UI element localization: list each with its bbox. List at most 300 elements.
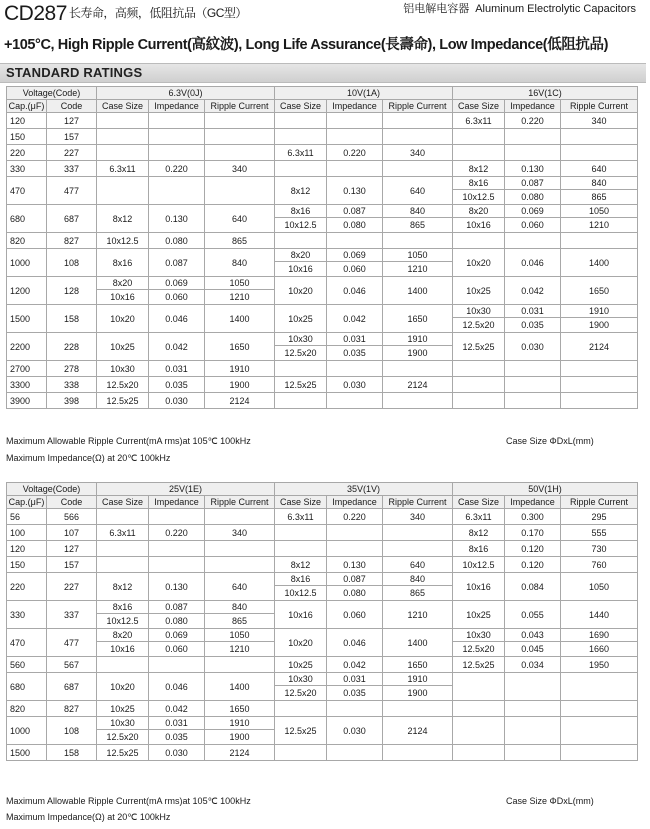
empty-cell <box>453 393 505 409</box>
case-size-cell: 8x20 <box>453 205 505 218</box>
empty-cell <box>505 361 561 377</box>
cap-value: 820 <box>7 701 47 717</box>
empty-cell <box>453 717 505 745</box>
case-size-cell: 10x25 <box>275 305 327 333</box>
empty-cell <box>453 745 505 761</box>
impedance-cell: 0.080 <box>327 218 383 233</box>
impedance-cell: 0.031 <box>327 333 383 346</box>
empty-cell <box>275 361 327 377</box>
empty-cell <box>275 541 327 557</box>
case-size-cell: 12.5x25 <box>275 717 327 745</box>
ripple-cell: 640 <box>205 573 275 601</box>
ripple-cell: 640 <box>205 205 275 233</box>
impedance-cell: 0.087 <box>149 249 205 277</box>
ripple-cell: 865 <box>205 233 275 249</box>
case-size-cell: 12.5x20 <box>275 346 327 361</box>
empty-cell <box>561 717 638 745</box>
ripple-cell: 2124 <box>383 377 453 393</box>
ripple-cell: 1660 <box>561 642 638 657</box>
case-size-cell: 8x20 <box>275 249 327 262</box>
table-row <box>7 129 638 145</box>
cap-value: 1500 <box>7 305 47 333</box>
impedance-cell: 0.084 <box>505 573 561 601</box>
table-row <box>7 249 638 262</box>
ripple-cell: 1210 <box>383 262 453 277</box>
case-size-cell: 8x16 <box>453 541 505 557</box>
empty-cell <box>453 377 505 393</box>
empty-cell <box>97 657 149 673</box>
impedance-cell: 0.080 <box>327 586 383 601</box>
impedance-cell: 0.042 <box>149 333 205 361</box>
ripple-cell: 840 <box>383 205 453 218</box>
ripple-cell: 865 <box>561 190 638 205</box>
impedance-cell: 0.060 <box>327 601 383 629</box>
empty-cell <box>149 145 205 161</box>
empty-cell <box>275 701 327 717</box>
cap-value: 120 <box>7 541 47 557</box>
impedance-header: Impedance <box>327 100 383 113</box>
case-size-cell: 10x12.5 <box>453 190 505 205</box>
ripple-header: Ripple Current <box>383 496 453 509</box>
ripple-cell: 1910 <box>561 305 638 318</box>
code-value: 477 <box>47 629 97 657</box>
ripple-cell: 555 <box>561 525 638 541</box>
ripple-cell: 865 <box>383 218 453 233</box>
empty-cell <box>383 393 453 409</box>
ripple-cell: 840 <box>205 249 275 277</box>
code-value: 128 <box>47 277 97 305</box>
impedance-cell: 0.031 <box>149 717 205 730</box>
case-size-cell: 6.3x11 <box>97 161 149 177</box>
case-size-cell: 12.5x25 <box>453 333 505 361</box>
impedance-cell: 0.031 <box>149 361 205 377</box>
ripple-header: Ripple Current <box>205 496 275 509</box>
ripple-cell: 1400 <box>383 277 453 305</box>
empty-cell <box>149 177 205 205</box>
empty-cell <box>327 361 383 377</box>
ripple-cell: 840 <box>205 601 275 614</box>
empty-cell <box>383 161 453 177</box>
table-row <box>7 673 638 686</box>
code-value: 827 <box>47 701 97 717</box>
cap-value: 2700 <box>7 361 47 377</box>
empty-cell <box>505 393 561 409</box>
ripple-header: Ripple Current <box>383 100 453 113</box>
code-value: 158 <box>47 745 97 761</box>
ripple-cell: 640 <box>561 161 638 177</box>
impedance-cell: 0.120 <box>505 557 561 573</box>
empty-cell <box>383 525 453 541</box>
impedance-cell: 0.042 <box>327 305 383 333</box>
case-size-header: Case Size <box>453 496 505 509</box>
case-size-cell: 10x30 <box>97 717 149 730</box>
case-size-cell: 10x25 <box>275 657 327 673</box>
impedance-cell: 0.080 <box>505 190 561 205</box>
impedance-cell: 0.060 <box>149 290 205 305</box>
empty-cell <box>383 745 453 761</box>
code-value: 127 <box>47 113 97 129</box>
ripple-cell: 1650 <box>205 333 275 361</box>
case-size-header: Case Size <box>97 100 149 113</box>
case-size-cell: 10x12.5 <box>97 614 149 629</box>
case-size-cell: 10x20 <box>97 305 149 333</box>
ripple-header: Ripple Current <box>561 496 638 509</box>
ripple-cell: 1910 <box>383 673 453 686</box>
impedance-cell: 0.087 <box>505 177 561 190</box>
impedance-cell: 0.060 <box>327 262 383 277</box>
case-size-cell: 8x12 <box>97 573 149 601</box>
empty-cell <box>505 377 561 393</box>
ripple-cell: 1400 <box>383 629 453 657</box>
case-size-cell: 10x12.5 <box>275 218 327 233</box>
impedance-cell: 0.130 <box>327 557 383 573</box>
ripple-cell: 1210 <box>383 601 453 629</box>
cap-value: 680 <box>7 205 47 233</box>
empty-cell <box>383 113 453 129</box>
impedance-cell: 0.046 <box>327 277 383 305</box>
impedance-cell: 0.060 <box>505 218 561 233</box>
ripple-cell: 1210 <box>205 642 275 657</box>
table-row <box>7 361 638 377</box>
case-size-cell: 8x12 <box>453 161 505 177</box>
ripple-cell: 865 <box>205 614 275 629</box>
ripple-cell: 1900 <box>561 318 638 333</box>
empty-cell <box>505 673 561 701</box>
impedance-cell: 0.220 <box>149 161 205 177</box>
category-en: Aluminum Electrolytic Capacitors <box>475 3 636 15</box>
empty-cell <box>383 541 453 557</box>
page-header <box>0 0 650 60</box>
table-row <box>7 573 638 586</box>
ripple-cell: 865 <box>383 586 453 601</box>
ripple-cell: 1650 <box>383 657 453 673</box>
empty-cell <box>505 717 561 745</box>
impedance-cell: 0.042 <box>505 277 561 305</box>
cap-value: 220 <box>7 145 47 161</box>
case-size-cell: 12.5x25 <box>275 377 327 393</box>
table-row <box>7 657 638 673</box>
impedance-cell: 0.080 <box>149 233 205 249</box>
cap-value: 1500 <box>7 745 47 761</box>
cap-header: Cap.(μF) <box>7 496 47 509</box>
empty-cell <box>205 657 275 673</box>
empty-cell <box>97 113 149 129</box>
case-size-cell: 8x12 <box>97 205 149 233</box>
cap-value: 820 <box>7 233 47 249</box>
empty-cell <box>327 745 383 761</box>
note-impedance-2: Maximum Impedance(Ω) at 20℃ 100kHz <box>6 812 171 822</box>
case-size-cell: 8x16 <box>453 177 505 190</box>
table-row <box>7 377 638 393</box>
model-code: CD287 <box>4 2 67 25</box>
case-size-cell: 6.3x11 <box>453 509 505 525</box>
impedance-cell: 0.035 <box>505 318 561 333</box>
ripple-cell: 2124 <box>383 717 453 745</box>
impedance-cell: 0.087 <box>327 573 383 586</box>
table-row <box>7 305 638 318</box>
empty-cell <box>561 377 638 393</box>
cap-value: 470 <box>7 177 47 205</box>
ripple-cell: 295 <box>561 509 638 525</box>
case-size-cell: 10x12.5 <box>97 233 149 249</box>
code-value: 228 <box>47 333 97 361</box>
empty-cell <box>205 541 275 557</box>
empty-cell <box>205 557 275 573</box>
impedance-cell: 0.042 <box>327 657 383 673</box>
table-row <box>7 233 638 249</box>
code-value: 278 <box>47 361 97 377</box>
empty-cell <box>383 701 453 717</box>
cap-value: 2200 <box>7 333 47 361</box>
section-bar <box>0 63 646 83</box>
table-row <box>7 161 638 177</box>
impedance-cell: 0.120 <box>505 541 561 557</box>
impedance-cell: 0.031 <box>327 673 383 686</box>
ripple-cell: 1900 <box>205 377 275 393</box>
impedance-cell: 0.055 <box>505 601 561 629</box>
table-row <box>7 701 638 717</box>
code-value: 567 <box>47 657 97 673</box>
ripple-cell: 1210 <box>205 290 275 305</box>
empty-cell <box>275 745 327 761</box>
impedance-cell: 0.046 <box>149 673 205 701</box>
table-row <box>7 541 638 557</box>
impedance-cell: 0.035 <box>149 730 205 745</box>
ripple-cell: 1900 <box>205 730 275 745</box>
empty-cell <box>97 557 149 573</box>
case-size-cell: 8x12 <box>275 557 327 573</box>
cap-value: 3900 <box>7 393 47 409</box>
note-impedance-1: Maximum Impedance(Ω) at 20℃ 100kHz <box>6 453 171 463</box>
impedance-cell: 0.220 <box>149 525 205 541</box>
empty-cell <box>505 233 561 249</box>
code-value: 477 <box>47 177 97 205</box>
empty-cell <box>327 701 383 717</box>
ripple-cell: 1910 <box>383 333 453 346</box>
empty-cell <box>561 233 638 249</box>
case-size-cell: 6.3x11 <box>275 509 327 525</box>
voltage-code-header: Voltage(Code) <box>7 87 97 100</box>
ripple-cell: 340 <box>205 161 275 177</box>
empty-cell <box>149 129 205 145</box>
case-size-cell: 10x16 <box>275 262 327 277</box>
ripple-cell: 640 <box>383 177 453 205</box>
empty-cell <box>453 361 505 377</box>
table-row <box>7 177 638 190</box>
code-value: 337 <box>47 601 97 629</box>
code-value: 127 <box>47 541 97 557</box>
ripple-cell: 1050 <box>561 573 638 601</box>
model-description: 长寿命，高频，低阻抗品（GC型） <box>68 6 247 20</box>
case-size-cell: 10x25 <box>97 333 149 361</box>
voltage-code-header: Voltage(Code) <box>7 483 97 496</box>
ratings-table-1 <box>6 86 638 409</box>
empty-cell <box>149 113 205 129</box>
empty-cell <box>275 233 327 249</box>
code-header: Code <box>47 100 97 113</box>
table-row <box>7 745 638 761</box>
cap-value: 56 <box>7 509 47 525</box>
case-size-header: Case Size <box>453 100 505 113</box>
empty-cell <box>149 541 205 557</box>
empty-cell <box>505 129 561 145</box>
empty-cell <box>149 657 205 673</box>
impedance-cell: 0.130 <box>327 177 383 205</box>
case-size-cell: 12.5x20 <box>275 686 327 701</box>
cap-value: 1000 <box>7 717 47 745</box>
product-category <box>403 0 636 16</box>
empty-cell <box>97 177 149 205</box>
cap-value: 470 <box>7 629 47 657</box>
empty-cell <box>205 145 275 161</box>
code-value: 157 <box>47 129 97 145</box>
case-size-cell: 6.3x11 <box>275 145 327 161</box>
ripple-header: Ripple Current <box>205 100 275 113</box>
empty-cell <box>453 701 505 717</box>
cap-value: 330 <box>7 601 47 629</box>
case-size-cell: 10x30 <box>97 361 149 377</box>
impedance-cell: 0.030 <box>149 745 205 761</box>
case-size-cell: 10x30 <box>453 305 505 318</box>
series-title <box>4 2 247 26</box>
code-header: Code <box>47 496 97 509</box>
impedance-header: Impedance <box>505 100 561 113</box>
impedance-cell: 0.060 <box>149 642 205 657</box>
ripple-cell: 340 <box>561 113 638 129</box>
cap-value: 1000 <box>7 249 47 277</box>
cap-value: 3300 <box>7 377 47 393</box>
cap-value: 150 <box>7 557 47 573</box>
impedance-cell: 0.069 <box>149 629 205 642</box>
impedance-cell: 0.080 <box>149 614 205 629</box>
empty-cell <box>383 361 453 377</box>
table-row <box>7 525 638 541</box>
table-row <box>7 145 638 161</box>
empty-cell <box>205 129 275 145</box>
empty-cell <box>561 129 638 145</box>
empty-cell <box>97 541 149 557</box>
empty-cell <box>327 525 383 541</box>
empty-cell <box>561 745 638 761</box>
case-size-cell: 8x12 <box>453 525 505 541</box>
case-size-cell: 10x12.5 <box>453 557 505 573</box>
ripple-cell: 840 <box>561 177 638 190</box>
ripple-cell: 2124 <box>205 393 275 409</box>
cap-value: 150 <box>7 129 47 145</box>
impedance-cell: 0.035 <box>327 346 383 361</box>
impedance-cell: 0.042 <box>149 701 205 717</box>
case-size-cell: 6.3x11 <box>453 113 505 129</box>
ripple-cell: 640 <box>383 557 453 573</box>
case-size-cell: 8x16 <box>275 573 327 586</box>
code-value: 338 <box>47 377 97 393</box>
case-size-cell: 10x20 <box>275 277 327 305</box>
ripple-cell: 1950 <box>561 657 638 673</box>
case-size-cell: 10x16 <box>275 601 327 629</box>
impedance-cell: 0.087 <box>327 205 383 218</box>
code-value: 827 <box>47 233 97 249</box>
code-value: 158 <box>47 305 97 333</box>
code-value: 687 <box>47 673 97 701</box>
case-size-cell: 12.5x25 <box>453 657 505 673</box>
ripple-cell: 1910 <box>205 361 275 377</box>
ripple-cell: 1050 <box>383 249 453 262</box>
empty-cell <box>561 701 638 717</box>
section-title: STANDARD RATINGS <box>6 65 143 80</box>
case-size-cell: 12.5x20 <box>97 730 149 745</box>
code-value: 227 <box>47 145 97 161</box>
case-size-cell: 10x25 <box>453 601 505 629</box>
voltage-header: 25V(1E) <box>97 483 275 496</box>
impedance-cell: 0.220 <box>327 145 383 161</box>
empty-cell <box>561 145 638 161</box>
code-value: 566 <box>47 509 97 525</box>
case-size-cell: 8x16 <box>97 249 149 277</box>
category-cn: 铝电解电容器 <box>403 3 470 15</box>
ripple-cell: 1900 <box>383 686 453 701</box>
table-row <box>7 277 638 290</box>
table-row <box>7 601 638 614</box>
case-size-header: Case Size <box>97 496 149 509</box>
cap-value: 560 <box>7 657 47 673</box>
impedance-cell: 0.046 <box>149 305 205 333</box>
note-ripple-2: Maximum Allowable Ripple Current(mA rms)at 105℃ 100kHz <box>6 796 251 806</box>
empty-cell <box>505 145 561 161</box>
code-value: 107 <box>47 525 97 541</box>
impedance-cell: 0.087 <box>149 601 205 614</box>
cap-value: 100 <box>7 525 47 541</box>
empty-cell <box>275 113 327 129</box>
empty-cell <box>97 129 149 145</box>
cap-value: 330 <box>7 161 47 177</box>
ripple-cell: 1050 <box>205 629 275 642</box>
impedance-cell: 0.030 <box>149 393 205 409</box>
case-size-cell: 12.5x25 <box>97 393 149 409</box>
impedance-header: Impedance <box>149 100 205 113</box>
ripple-cell: 1910 <box>205 717 275 730</box>
table-row <box>7 393 638 409</box>
code-value: 337 <box>47 161 97 177</box>
voltage-header: 50V(1H) <box>453 483 638 496</box>
case-size-cell: 10x16 <box>97 642 149 657</box>
ripple-cell: 340 <box>383 145 453 161</box>
ripple-cell: 1050 <box>561 205 638 218</box>
empty-cell <box>453 129 505 145</box>
features-line: +105°C, High Ripple Current(高紋波), Long Life Assurance(長壽命), Low Impedance(低阻抗品) <box>4 37 609 53</box>
case-size-cell: 10x16 <box>453 218 505 233</box>
code-value: 157 <box>47 557 97 573</box>
table-row <box>7 629 638 642</box>
empty-cell <box>327 541 383 557</box>
empty-cell <box>97 145 149 161</box>
ripple-cell: 1400 <box>205 673 275 701</box>
case-size-cell: 8x12 <box>275 177 327 205</box>
case-size-cell: 10x16 <box>453 573 505 601</box>
impedance-cell: 0.069 <box>149 277 205 290</box>
empty-cell <box>149 509 205 525</box>
empty-cell <box>205 177 275 205</box>
case-size-cell: 10x20 <box>453 249 505 277</box>
empty-cell <box>97 509 149 525</box>
ripple-cell: 340 <box>383 509 453 525</box>
ripple-cell: 1690 <box>561 629 638 642</box>
ripple-cell: 1050 <box>205 277 275 290</box>
ripple-cell: 1400 <box>205 305 275 333</box>
empty-cell <box>327 113 383 129</box>
impedance-cell: 0.030 <box>505 333 561 361</box>
code-value: 398 <box>47 393 97 409</box>
table-row <box>7 509 638 525</box>
